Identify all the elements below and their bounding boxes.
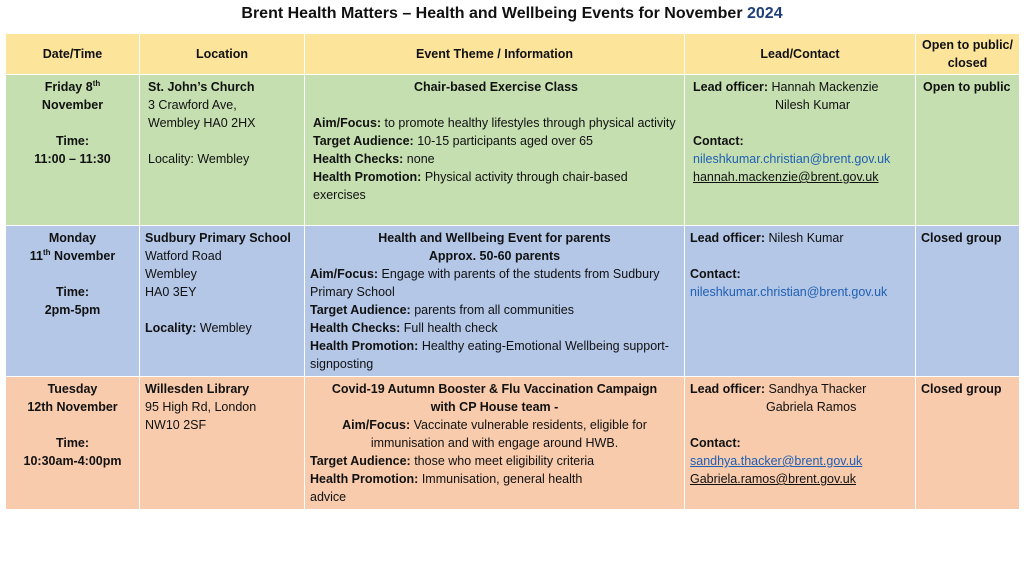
promo-text: Physical activity through chair-based exercises [313,170,628,202]
event-cell [305,377,685,510]
event-day-number: 11 [29,249,44,263]
audience-label: Target Audience: [313,134,414,148]
aim-text: Vaccinate vulnerable residents, eligible for immunisation and with engage around HWB. [370,418,647,450]
email-link[interactable]: hannah.mackenzie@brent.gov.uk [693,170,879,184]
event-day: Tuesday [47,382,98,396]
aim-text: Engage with parents of the students from Sudbury Primary School [310,267,660,299]
table-row [6,226,1020,377]
lead-name: Nilesh Kumar [765,231,844,245]
email-link[interactable]: sandhya.thacker@brent.gov.uk [690,454,863,468]
event-time: 10:30am-4:00pm [23,454,122,468]
open-cell: Closed group [916,226,1020,377]
event-title: Covid-19 Autumn Booster & Flu Vaccination Campaign with CP House team - [331,382,658,414]
checks-text: none [403,152,435,166]
location-line: 95 High Rd, London [145,400,257,414]
audience-text: 10-15 participants aged over 65 [413,134,594,148]
event-day: Monday [48,231,97,245]
event-title: Chair-based Exercise Class [414,80,578,94]
location-line: HA0 3EY [145,285,197,299]
lead-label: Lead officer: [693,80,769,94]
day-suffix: th [92,78,101,88]
location-line: Wembley [145,267,197,281]
promo-label: Health Promotion: [310,472,419,486]
audience-text: parents from all communities [410,303,574,317]
locality-label: Locality: [145,321,197,335]
event-subtitle: Approx. 50-60 parents [428,249,561,263]
header-location: Location [140,34,305,75]
title-text: Brent Health Matters – Health and Wellbeing Events for November [241,5,743,22]
audience-text: those who meet eligibility criteria [410,454,595,468]
email-link[interactable]: nileshkumar.christian@brent.gov.uk [690,285,888,299]
lead-cell [685,377,916,510]
time-label: Time: [55,285,90,299]
aim-label: Aim/Focus: [310,267,379,281]
date-cell [6,377,140,510]
table-row [6,75,1020,226]
checks-text: Full health check [400,321,498,335]
aim-text: to promote healthy lifestyles through physical activity [381,116,676,130]
promo-label: Health Promotion: [310,339,419,353]
lead-name-2: Gabriela Ramos [766,400,857,414]
date-cell [6,75,140,226]
header-lead: Lead/Contact [685,34,916,75]
event-cell [305,75,685,226]
location-line: Wembley HA0 2HX [148,116,256,130]
contact-label: Contact: [690,267,741,281]
date-cell [6,226,140,377]
open-cell: Open to public [916,75,1020,226]
locality-value: Wembley [196,321,252,335]
lead-cell [685,75,916,226]
audience-label: Target Audience: [310,303,411,317]
header-date: Date/Time [6,34,140,75]
locality-label: Locality [148,152,191,166]
email-link[interactable]: Gabriela.ramos@brent.gov.uk [690,472,857,486]
event-month: 12th November [27,400,118,414]
locality-value: : Wembley [190,152,250,166]
aim-label: Aim/Focus: [342,418,411,432]
promo-label: Health Promotion: [313,170,422,184]
event-time: 11:00 – 11:30 [34,152,111,166]
location-cell [140,377,305,510]
event-cell [305,226,685,377]
location-name: Willesden Library [145,382,250,396]
event-time: 2pm-5pm [44,303,101,317]
table-row [6,377,1020,510]
page-title [0,5,1024,23]
event-month: November [41,98,104,112]
header-open: Open to public/ closed [916,34,1020,75]
location-name: St. John’s Church [148,80,255,94]
lead-name-2: Nilesh Kumar [775,98,851,112]
location-line: 3 Crawford Ave, [148,98,237,112]
contact-label: Contact: [693,134,744,148]
location-cell [140,226,305,377]
promo-text: Healthy eating-Emotional Wellbeing support-signposting [310,339,669,371]
day-suffix: th [43,247,51,257]
lead-name: Hannah Mackenzie [768,80,879,94]
checks-label: Health Checks: [313,152,404,166]
event-title: Health and Wellbeing Event for parents [378,231,611,245]
time-label: Time: [55,134,90,148]
events-table [5,33,1020,510]
lead-label: Lead officer: [690,231,766,245]
event-month: November [50,249,116,263]
audience-label: Target Audience: [310,454,411,468]
lead-name: Sandhya Thacker [765,382,867,396]
email-link[interactable]: nileshkumar.christian@brent.gov.uk [693,152,891,166]
time-label: Time: [55,436,90,450]
title-year: 2024 [747,5,783,22]
location-cell [140,75,305,226]
event-day: Friday 8 [44,80,93,94]
contact-label: Contact: [690,436,741,450]
promo-text: Immunisation, general health advice [310,472,583,504]
location-line: Watford Road [145,249,222,263]
header-event: Event Theme / Information [305,34,685,75]
location-line: NW10 2SF [145,418,207,432]
lead-cell [685,226,916,377]
open-cell: Closed group [916,377,1020,510]
table-header-row [6,34,1020,75]
aim-label: Aim/Focus: [313,116,382,130]
lead-label: Lead officer: [690,382,766,396]
checks-label: Health Checks: [310,321,401,335]
location-name: Sudbury Primary School [145,231,291,245]
